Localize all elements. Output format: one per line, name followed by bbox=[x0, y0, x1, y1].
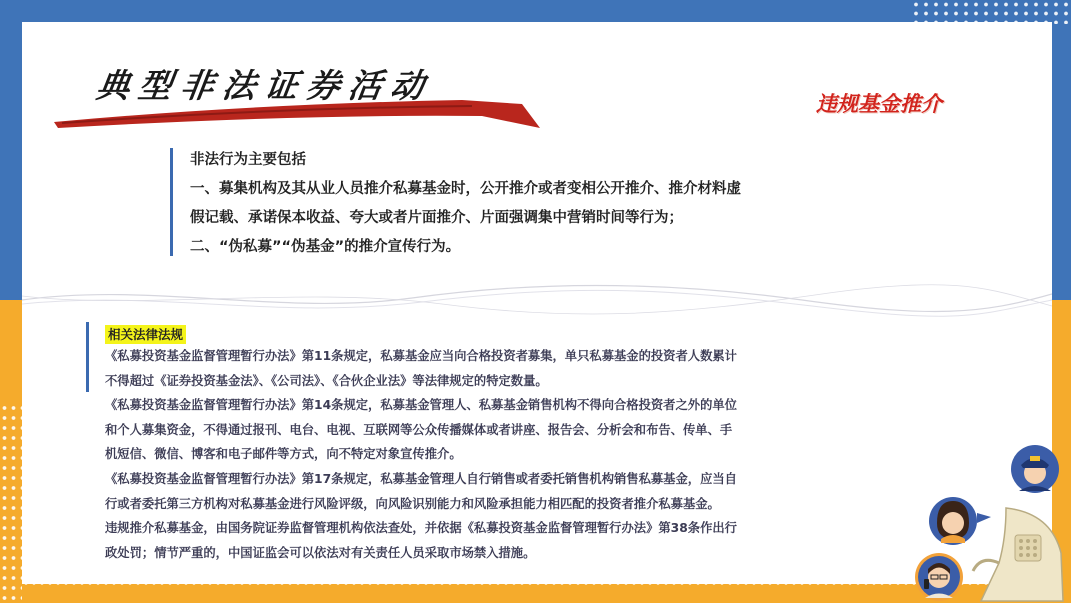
title-banner bbox=[52, 52, 542, 132]
section1-line: 二、“伪私募”“伪基金”的推介宣传行为。 bbox=[190, 239, 461, 255]
regulation-line: 和个人募集资金，不得通过报刊、电台、电视、互联网等公众传播媒体或者讲座、报告会、分析会和布告、传单、手 bbox=[105, 422, 733, 437]
section1-line: 一、募集机构及其从业人员推介私募基金时，公开推介或者变相公开推介、推介材料虚 bbox=[190, 181, 741, 197]
regulation-line: 政处罚；情节严重的，中国证监会可以依法对有关责任人员采取市场禁入措施。 bbox=[105, 545, 536, 560]
card-bottom-dots bbox=[22, 580, 1052, 586]
police-avatar-icon bbox=[1011, 445, 1059, 493]
decorative-dots-top-right bbox=[911, 0, 1071, 24]
section1-line: 假记载、承诺保本收益、夸大或者片面推介、片面强调集中营销时间等行为； bbox=[190, 210, 683, 226]
laws-regulations-section bbox=[105, 324, 925, 565]
regulation-line: 《私募投资基金监督管理暂行办法》第11条规定，私募基金应当向合格投资者募集，单只私募基金的投资者人数累计 bbox=[105, 349, 737, 363]
slide-card bbox=[22, 22, 1052, 584]
decorative-dots-bottom-left bbox=[0, 403, 22, 603]
regulation-line: 行或者委托第三方机构对私募基金进行风险评级，向风险识别能力和风险承担能力相匹配的投资者推介私募基金。 bbox=[105, 496, 720, 511]
regulation-line: 违规推介私募基金，由国务院证券监督管理机构依法查处，并依据《私募投资基金监督管理暂行办法》第38条作出行 bbox=[105, 521, 737, 536]
page-title: 典型非法证券活动 bbox=[93, 66, 436, 105]
woman-avatar-icon bbox=[929, 497, 991, 545]
section1-accent-bar bbox=[170, 148, 173, 256]
telephone-icon bbox=[973, 508, 1063, 601]
section2-accent-bar bbox=[86, 322, 89, 392]
regulation-line: 《私募投资基金监督管理暂行办法》第14条规定，私募基金管理人、私募基金销售机构不得向合格投资者之外的单位 bbox=[105, 398, 737, 413]
section2-heading: 相关法律法规 bbox=[105, 325, 186, 344]
wave-divider bbox=[22, 280, 1052, 320]
regulation-line: 机短信、微信、博客和电子邮件等方式，向不特定对象宣传推介。 bbox=[105, 447, 462, 462]
page-subtitle: 违规基金推介 bbox=[816, 91, 942, 116]
phone-fraud-illustration bbox=[911, 443, 1071, 603]
regulation-line: 《私募投资基金监督管理暂行办法》第17条规定，私募基金管理人自行销售或者委托销售机构销售私募基金，应当自 bbox=[105, 471, 737, 486]
man-phone-avatar-icon bbox=[915, 553, 963, 601]
illegal-behaviors-section bbox=[190, 146, 890, 262]
section1-line: 非法行为主要包括 bbox=[190, 152, 306, 168]
regulation-line: 不得超过《证券投资基金法》、《公司法》、《合伙企业法》等法律规定的特定数量。 bbox=[105, 373, 548, 388]
